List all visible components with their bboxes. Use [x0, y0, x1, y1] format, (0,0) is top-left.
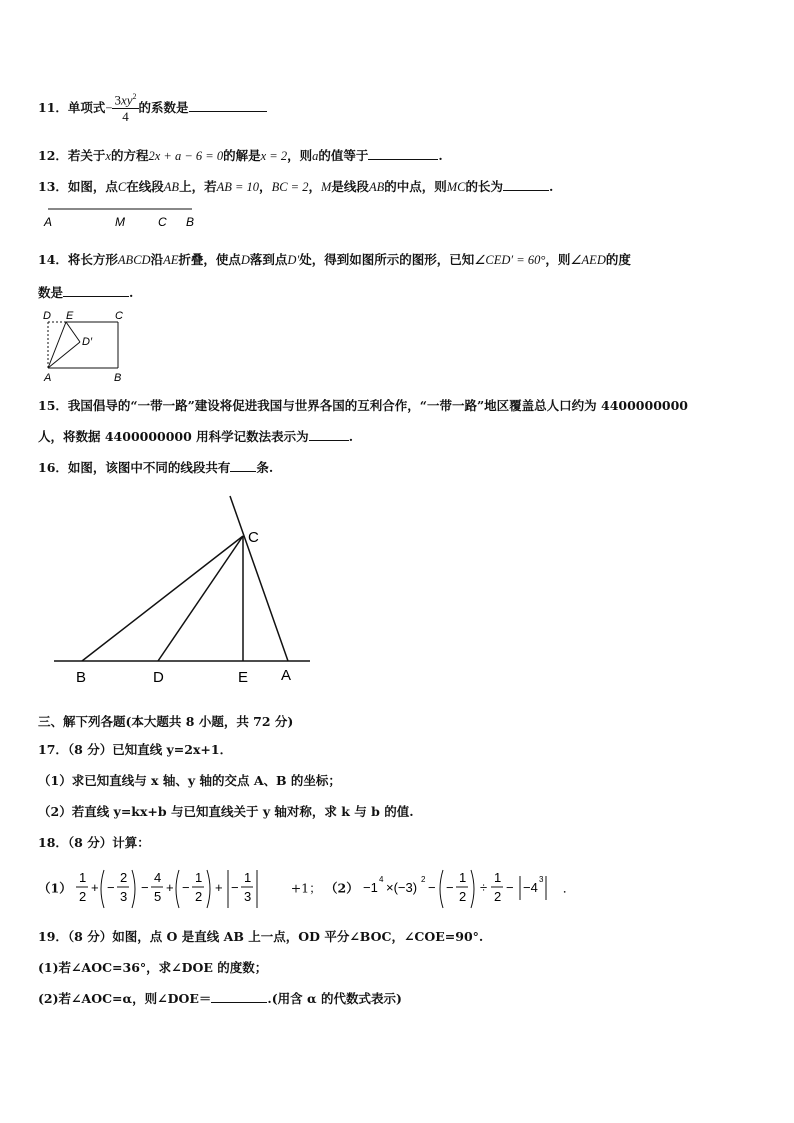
svg-text:−1: −1 [362, 880, 378, 895]
question-19-part-2: (2)若∠AOC=α，则∠DOE＝ .(用含 α 的代数式表示) [38, 991, 402, 1006]
svg-text:−: − [427, 880, 436, 895]
question-14-line-2: 数是 . [38, 285, 134, 300]
expression-1 [76, 866, 291, 912]
svg-text:÷: ÷ [479, 880, 487, 895]
question-12: 12．若关于x的方程2x + a − 6 = 0的解是x = 2，则a的值等于 . [38, 148, 443, 163]
question-19-part-1: (1)若∠AOC=36°，求∠DOE 的度数； [38, 960, 268, 975]
svg-text:1: 1 [78, 870, 86, 885]
svg-text:C: C [115, 310, 123, 322]
label-b: B [76, 669, 87, 686]
svg-text:2: 2 [119, 870, 127, 885]
expression-2 [363, 866, 563, 912]
svg-text:D′: D′ [82, 336, 93, 348]
svg-text:1: 1 [493, 870, 501, 885]
label-c: C [248, 529, 259, 546]
answer-blank[interactable] [211, 991, 267, 1003]
answer-blank[interactable] [230, 460, 256, 472]
answer-blank[interactable] [368, 148, 438, 160]
svg-text:−: − [140, 880, 149, 895]
svg-text:−4: −4 [522, 880, 538, 895]
label-b: B [186, 215, 195, 229]
svg-text:1: 1 [194, 870, 202, 885]
segment-figure-13 [40, 203, 210, 229]
svg-text:B: B [114, 372, 122, 384]
svg-text:D: D [43, 310, 51, 322]
question-17-part-1: （1）求已知直线与 x 轴、y 轴的交点 A、B 的坐标； [38, 773, 341, 788]
svg-text:−: − [230, 880, 239, 895]
svg-text:−: − [445, 880, 454, 895]
svg-text:2: 2 [420, 875, 426, 884]
svg-text:2: 2 [78, 889, 86, 904]
svg-text:1: 1 [243, 870, 251, 885]
svg-text:5: 5 [153, 889, 161, 904]
svg-text:4: 4 [153, 870, 161, 885]
question-17: 17．（8 分）已知直线 y=2x+1． [38, 742, 233, 757]
label-a: A [44, 215, 53, 229]
svg-text:3: 3 [243, 889, 251, 904]
section-heading: 三、解下列各题(本大题共 8 小题，共 72 分) [38, 714, 294, 729]
rectangle-fold-figure-14 [38, 309, 138, 385]
label-a: A [281, 667, 292, 684]
question-11: 11．单项式− $\frac{3xy^2}{4}$ 的系数是 [38, 92, 267, 125]
svg-text:−: − [181, 880, 190, 895]
answer-blank[interactable] [309, 429, 349, 441]
question-18: 18．（8 分）计算： [38, 835, 150, 850]
label-c: C [158, 215, 167, 229]
question-19: 19．（8 分）如图，点 O 是直线 AB 上一点，OD 平分∠BOC，∠COE=90°. [38, 929, 484, 944]
label-m: M [115, 215, 125, 229]
svg-text:3: 3 [538, 875, 544, 884]
svg-text:2: 2 [458, 889, 466, 904]
question-number: 11． [38, 100, 68, 116]
question-16: 16．如图，该图中不同的线段共有 条. [38, 460, 274, 475]
question-18-part-2: （2） −1 4 ×(−3) 2 − − 1 2 ÷ 1 2 − −4 3 ． [325, 866, 575, 912]
svg-text:+: + [165, 880, 174, 895]
svg-text:1: 1 [458, 870, 466, 885]
question-13: 13．如图，点C在线段AB上，若AB = 10，BC = 2，M是线段AB的中点，则MC的长为 . [38, 179, 554, 194]
svg-text:2: 2 [194, 889, 202, 904]
question-15: 15．我国倡导的“一带一路”建设将促进我国与世界各国的互利合作，“一带一路”地区覆盖总人口约为 4400000000 [38, 398, 688, 413]
question-17-part-2: （2）若直线 y=kx+b 与已知直线关于 y 轴对称，求 k 与 b 的值. [38, 804, 414, 819]
svg-text:4: 4 [378, 875, 384, 884]
svg-text:3: 3 [119, 889, 127, 904]
svg-text:A: A [44, 372, 52, 384]
fraction: $\frac{3xy^2}{4}$ [114, 92, 137, 125]
svg-text:−: − [106, 880, 115, 895]
answer-blank[interactable] [63, 285, 129, 297]
svg-text:2: 2 [493, 889, 501, 904]
svg-text:+: + [214, 880, 223, 895]
question-14: 14．将长方形ABCD沿AE折叠，使点D落到点D′处，得到如图所示的图形，已知∠CED′ = 60°，则∠AED的度 [38, 252, 631, 267]
question-15-line-2: 人，将数据 4400000000 用科学记数法表示为 . [38, 429, 354, 444]
line-segments-figure-16 [40, 490, 330, 690]
label-e: E [238, 669, 249, 686]
answer-blank[interactable] [189, 100, 267, 112]
svg-text:×(−3): ×(−3) [385, 880, 417, 895]
svg-text:−: − [505, 880, 514, 895]
answer-blank[interactable] [503, 179, 549, 191]
svg-text:E: E [66, 310, 74, 322]
label-d: D [153, 669, 164, 686]
question-18-part-1: （1） 1 2 + − 2 3 − 4 5 + − 1 2 + − 1 3 +1； [38, 866, 322, 912]
svg-text:+: + [90, 880, 99, 895]
